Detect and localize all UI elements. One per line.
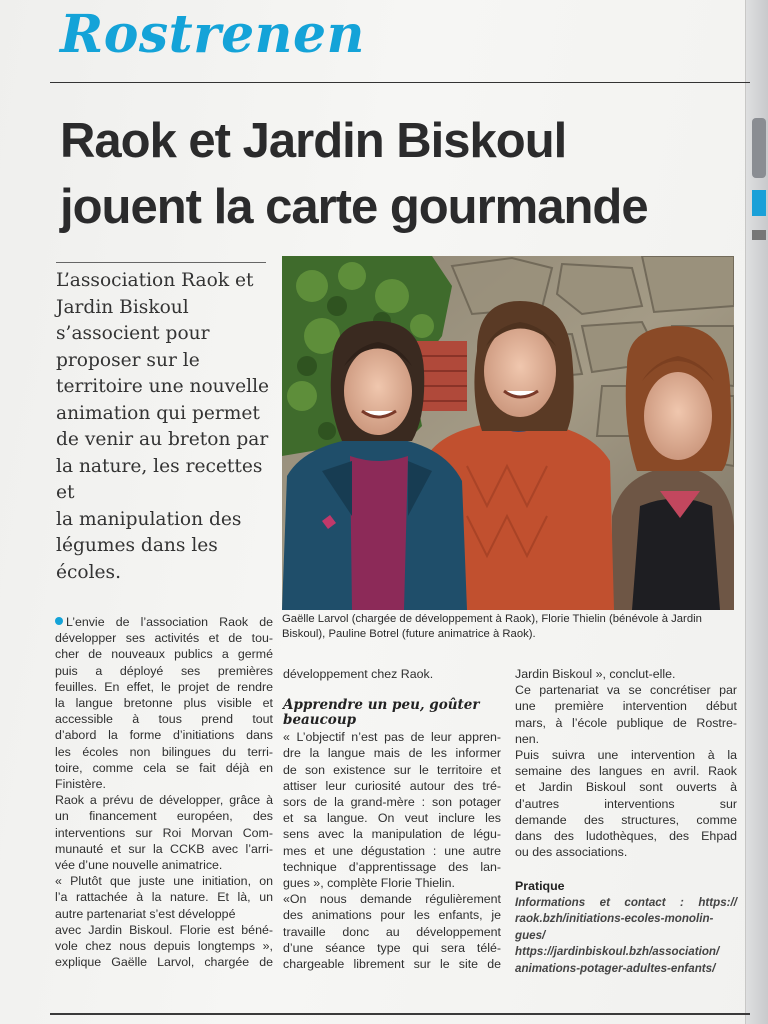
body-line: interventions sur Roi Morvan Com-	[55, 825, 273, 840]
body-line: développer ses activités et de tou-	[55, 631, 273, 646]
body-line: dans des ludothèques, des Ehpad	[515, 829, 737, 844]
body-line: « Plutôt que juste une initiation, on	[55, 874, 273, 889]
info-link[interactable]: raok.bzh/initiations-ecoles-monolin-	[515, 912, 714, 926]
bottom-rule	[50, 1013, 750, 1015]
lead-line: de venir au breton par	[56, 429, 269, 450]
info-link[interactable]: gues/	[515, 928, 546, 942]
contact-info	[515, 895, 737, 978]
article-photo	[282, 256, 734, 610]
article-column-3	[515, 666, 737, 977]
body-line: mes et une dégustation : une autre	[283, 843, 501, 858]
body-line: munauté et sur la CCKB avec l’arri-	[55, 841, 273, 856]
body-line: développement chez Raok.	[283, 667, 434, 681]
body-line: technique d’apprentissage des lan-	[283, 859, 501, 874]
body-line: travaille donc au développement	[283, 924, 501, 939]
photo-caption	[282, 612, 740, 642]
lead-line: animation qui permet	[56, 402, 260, 424]
body-line: «On nous demande régulièrement	[283, 892, 501, 907]
body-line: Finistère.	[55, 777, 106, 792]
info-line: Informations et contact : https://	[515, 895, 737, 909]
body-line: explique Gaëlle Larvol, chargée de	[55, 955, 273, 970]
pratique-heading: Pratique	[515, 879, 565, 894]
lead-rule	[56, 262, 266, 263]
body-line: les écoles non bilingues du terri-	[55, 744, 273, 759]
info-link[interactable]: animations-potager-adultes-enfants/	[515, 961, 716, 975]
body-line: Puis suivra une intervention à la	[515, 748, 737, 763]
body-line: d’abord la forme d’initiations dans	[55, 728, 273, 743]
bullet-dot-icon	[55, 617, 63, 625]
body-line: feuilles. En effet, le projet de rendre	[55, 679, 273, 694]
section-title: Rostrenen	[60, 4, 365, 65]
body-line: vée d’une nouvelle animatrice.	[55, 858, 223, 873]
caption-line: Biskoul), Pauline Botrel (future animatrice à Raok).	[282, 628, 536, 640]
info-link[interactable]: https://jardinbiskoul.bzh/association/	[515, 945, 720, 959]
body-line: mars, à l’école publique de Rostre-	[515, 715, 737, 730]
body-line: demande des structures, comme	[515, 812, 737, 827]
body-line: gues », complète Florie Thielin.	[283, 876, 455, 891]
body-line: chargeable librement sur le site de	[283, 957, 501, 972]
body-line: puis a déployé ses premières	[55, 663, 273, 678]
lead-line: écoles.	[56, 561, 122, 583]
top-rule	[50, 82, 750, 83]
body-line: toire, comme cela se fait déjà en	[55, 760, 273, 775]
article-column-2	[283, 666, 501, 972]
headline	[60, 108, 750, 240]
body-line: d’autres interventions sur	[515, 796, 737, 811]
body-line: vole chez nous depuis longtemps »,	[55, 939, 273, 954]
subheading: Apprendre un peu, goûter beaucoup	[283, 697, 480, 729]
body-line: et sa langue. On veut inclure les	[283, 811, 501, 826]
body-line: sens avec la manipulation de légu-	[283, 827, 501, 842]
body-line: L’envie de l’association Raok de	[55, 614, 273, 630]
body-line: une première intervention début	[515, 699, 737, 714]
body-line: « L’objectif n’est pas de leur appren-	[283, 730, 501, 745]
body-line: l’a rattachée à la nature. Et là, un	[55, 890, 273, 905]
body-line: accessible à tous prend tout	[55, 712, 273, 727]
lead-paragraph	[56, 268, 270, 586]
lead-line: la nature, les recettes et	[56, 455, 263, 503]
body-line: Jardin Biskoul », conclut-elle.	[515, 667, 676, 681]
lead-line: la manipulation des	[56, 508, 242, 530]
body-line: nen.	[515, 731, 540, 746]
body-line: et Jardin Biskoul sont ouverts à	[515, 780, 737, 795]
body-line: un financement européen, des	[55, 809, 273, 824]
body-line: la langue bretonne plus visible et	[55, 696, 273, 711]
body-line: sors de la grand-mère : son potager	[283, 795, 501, 810]
body-line: dre la langue mais de les informer	[283, 746, 501, 761]
body-line: ou des associations.	[515, 845, 628, 860]
article-column-1	[55, 614, 273, 970]
body-line: de son existence sur le territoire et	[283, 762, 501, 777]
body-line: attiser leur curiosité autour des tré-	[283, 778, 501, 793]
lead-line: L’association Raok et	[56, 270, 254, 291]
body-line: autre partenariat s’est développé	[55, 906, 236, 921]
body-line: d’une séance type qui sera télé-	[283, 940, 501, 955]
body-line: cher de nouveaux publics a germé	[55, 647, 273, 662]
lead-line: Jardin Biskoul	[56, 296, 189, 318]
body-line: semaine des langues en avril. Raok	[515, 764, 737, 779]
lead-line: légumes dans les	[56, 535, 218, 556]
body-line: avec Jardin Biskoul. Florie est béné-	[55, 922, 273, 937]
body-line: Ce partenariat va se concrétiser par	[515, 683, 737, 698]
headline-line-1: Raok et Jardin Biskoul	[60, 114, 567, 168]
lead-line: proposer sur le	[56, 349, 200, 371]
caption-line: Gaëlle Larvol (chargée de développement à Raok), Florie Thielin (bénévole à Jardin	[282, 613, 702, 625]
lead-line: s’associent pour	[56, 323, 210, 344]
headline-line-2: jouent la carte gourmande	[60, 180, 648, 234]
lead-line: territoire une nouvelle	[56, 376, 270, 397]
body-line: Raok a prévu de développer, grâce à	[55, 793, 273, 808]
body-line: des animations pour les enfants, je	[283, 908, 501, 923]
